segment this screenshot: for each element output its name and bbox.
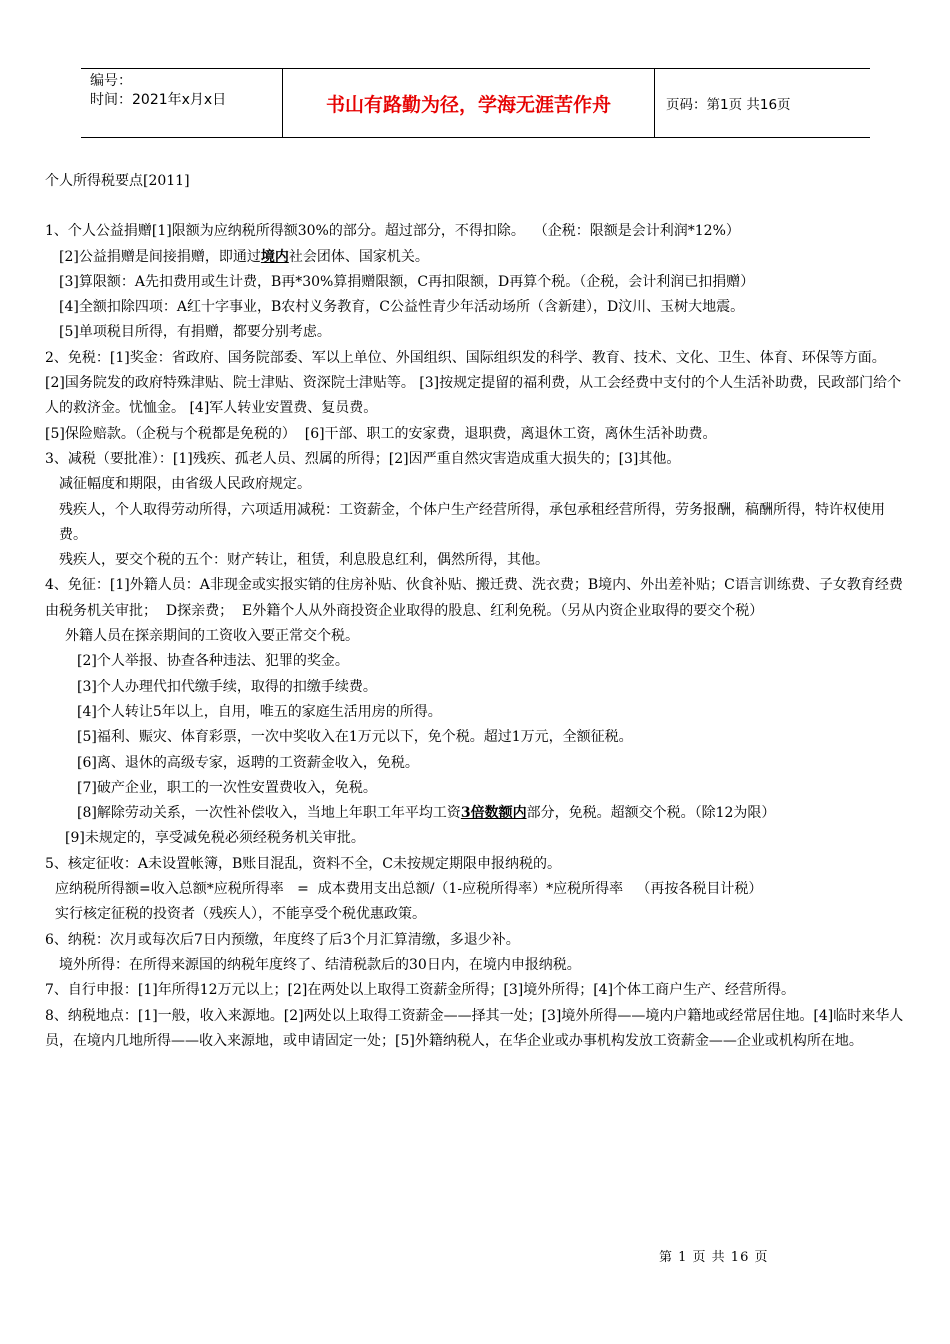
text-run: [8]解除劳动关系，一次性补偿收入，当地上年职工年平均工资 <box>77 805 461 822</box>
header-motto: 书山有路勤为径，学海无涯苦作舟 <box>282 69 655 137</box>
document-body <box>45 169 907 1054</box>
paragraph: [4]个人转让5年以上，自用，唯五的家庭生活用房的所得。 <box>77 703 442 720</box>
paragraph: 境外所得：在所得来源国的纳税年度终了、结清税款后的30日内，在境内申报纳税。 <box>59 956 581 973</box>
paragraph: [7]破产企业，职工的一次性安置费收入，免税。 <box>77 779 377 796</box>
text-run: 部分，免税。超额交个税。（除12为限） <box>526 805 776 822</box>
emphasis-text: 3倍数额内 <box>460 805 527 822</box>
paragraph: 8、纳税地点：[1]一般，收入来源地。[2]两处以上取得工资薪金——择其一处；[3]境外所得——境内户籍地或经常居住地。[4]临时来华人员，在境内几地所得——收入来源地，或申请固定一处；[5]外籍纳税人，在华企业或办事机构发放工资薪金——企业或机构所在地。 <box>45 1007 904 1049</box>
paragraph: [3]算限额：A先扣费用或生计费，B再*30%算捐赠限额，C再扣限额，D再算个税。（企税，会计利润已扣捐赠） <box>59 273 755 290</box>
paragraph: 应纳税所得额=收入总额*应税所得率 = 成本费用支出总额/（1-应税所得率）*应税所得率 （再按各税目计税） <box>55 881 763 898</box>
document-date: 时间：2021年x月x日 <box>90 92 227 108</box>
paragraph: 4、免征：[1]外籍人员：A非现金或实报实销的住房补贴、伙食补贴、搬迁费、洗衣费；B境内、外出差补贴；C语言训练费、子女教育经费由税务机关审批； D探亲费； E外籍个人从外商投资企业取得的股息、红利免税。（另从内资企业取得的要交个税） <box>45 577 903 619</box>
paragraph: 外籍人员在探亲期间的工资收入要正常交个税。 <box>65 628 359 645</box>
page-footer: 第 1 页 共 16 页 <box>659 1250 769 1265</box>
paragraph: [5]单项税目所得，有捐赠，都要分别考虑。 <box>59 324 331 341</box>
paragraph: 实行核定征税的投资者（残疾人），不能享受个税优惠政策。 <box>55 906 426 923</box>
paragraph: [5]福利、赈灾、体育彩票，一次中奖收入在1万元以下，免个税。超过1万元，全额征税。 <box>77 729 633 746</box>
paragraph <box>45 245 907 270</box>
text-run: 社会团体、国家机关。 <box>288 248 429 265</box>
emphasis-text: 境内 <box>260 248 289 265</box>
header-left <box>81 69 282 137</box>
page-header <box>81 68 870 138</box>
paragraph: 减征幅度和期限，由省级人民政府规定。 <box>59 476 311 493</box>
paragraph: 残疾人，要交个税的五个：财产转让，租赁，利息股息红利，偶然所得，其他。 <box>59 552 549 569</box>
text-run: [2]公益捐赠是间接捐赠，即通过 <box>59 248 261 265</box>
paragraph: [6]离、退休的高级专家，返聘的工资薪金收入，免税。 <box>77 754 419 771</box>
document-title: 个人所得税要点[2011] <box>45 173 190 189</box>
paragraph: [3]个人办理代扣代缴手续，取得的扣缴手续费。 <box>77 678 377 695</box>
paragraph: 5、核定征收：A未设置帐簿，B账目混乱，资料不全，C未按规定期限申报纳税的。 <box>45 855 562 872</box>
document-number: 编号： <box>90 73 132 89</box>
paragraph: [2]个人举报、协查各种违法、犯罪的奖金。 <box>77 653 349 670</box>
paragraph: 3、减税（要批准）：[1]残疾、孤老人员、烈属的所得；[2]因严重自然灾害造成重大损失的；[3]其他。 <box>45 450 681 467</box>
paragraph <box>45 801 907 826</box>
paragraph: 6、纳税：次月或每次后7日内预缴，年度终了后3个月汇算清缴，多退少补。 <box>45 931 520 948</box>
paragraph: [9]未规定的，享受减免税必须经税务机关审批。 <box>65 830 365 847</box>
paragraph: [4]全额扣除四项：A红十字事业，B农村义务教育，C公益性青少年活动场所（含新建），D汶川、玉树大地震。 <box>59 299 745 316</box>
paragraph: 7、自行申报：[1]年所得12万元以上；[2]在两处以上取得工资薪金所得；[3]境外所得；[4]个体工商户生产、经营所得。 <box>45 982 796 999</box>
header-page-info: 页码：第1页 共16页 <box>666 97 791 113</box>
paragraph: 残疾人，个人取得劳动所得，六项适用减税：工资薪金，个体户生产经营所得，承包承租经营所得，劳务报酬，稿酬所得，特许权使用费。 <box>59 501 885 543</box>
paragraph: 1、个人公益捐赠[1]限额为应纳税所得额30%的部分。超过部分，不得扣除。 （企税：限额是会计利润*12%） <box>45 223 740 240</box>
paragraph: 2、免税：[1]奖金：省政府、国务院部委、军以上单位、外国组织、国际组织发的科学、教育、技术、文化、卫生、体育、环保等方面。 [2]国务院发的政府特殊津贴、院士津贴、资深院士津贴等。 [3]按规定提留的福利费，从工会经费中支付的个人生活补助费，民政部门给个人的救济金。忧恤金。 [4]军人转业安置费、复员费。 <box>45 349 902 417</box>
paragraph: [5]保险赔款。（企税与个税都是免税的） [6]干部、职工的安家费，退职费，离退休工资，离休生活补助费。 <box>45 425 717 442</box>
